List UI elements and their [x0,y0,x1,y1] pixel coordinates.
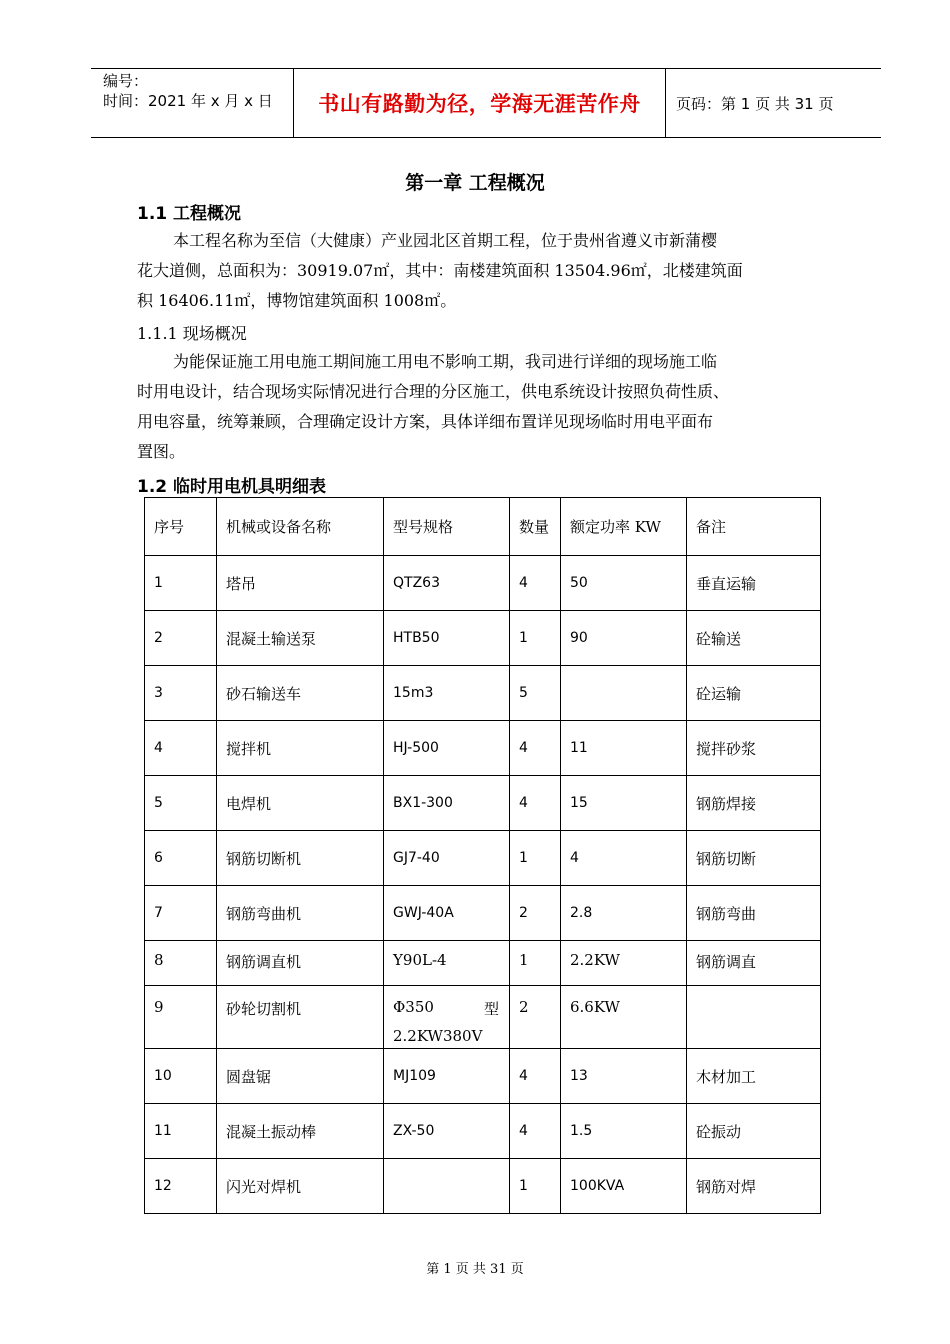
paragraph-line: 用电容量，统筹兼顾，合理确定设计方案，具体详细布置详见现场临时用电平面布 [137,412,714,431]
table-cell: MJ109 [384,1049,510,1104]
header-meta-cell [91,69,293,137]
section-1-1-1-paragraph [137,347,827,467]
table-cell: 4 [510,721,561,776]
table-cell: 9 [145,986,217,1049]
table-cell: 钢筋切断机 [217,831,384,886]
table-cell: 钢筋调直机 [217,941,384,986]
table-cell: 垂直运输 [687,556,821,611]
header-page-cell [666,69,881,137]
table-cell: 闪光对焊机 [217,1159,384,1214]
header-cell: 机械或设备名称 [217,498,384,556]
table-cell [687,986,821,1049]
table-cell: 4 [561,831,687,886]
header-cell: 序号 [145,498,217,556]
table-cell: 15 [561,776,687,831]
table-row [145,886,821,941]
table-cell: 6.6KW [561,986,687,1049]
table-cell: 10 [145,1049,217,1104]
table-row [145,776,821,831]
table-cell: 6 [145,831,217,886]
table-cell: 2.8 [561,886,687,941]
table-cell: 砂石输送车 [217,666,384,721]
table-cell: 1 [510,941,561,986]
header-cell: 备注 [687,498,821,556]
page-code: 页码：第 1 页 共 31 页 [676,94,834,113]
paragraph-line: 本工程名称为至信（大健康）产业园北区首期工程，位于贵州省遵义市新蒲樱 [173,231,718,250]
table-row [145,831,821,886]
table-cell: BX1-300 [384,776,510,831]
paragraph-line: 置图。 [137,442,186,461]
table-cell: 2 [510,886,561,941]
table-row [145,986,821,1049]
table-cell [384,986,510,1049]
header-cell: 额定功率 KW [561,498,687,556]
table-cell: 搅拌机 [217,721,384,776]
table-cell: 钢筋弯曲 [687,886,821,941]
header-cell: 数量 [510,498,561,556]
table-cell: 圆盘锯 [217,1049,384,1104]
table-cell: GJ7-40 [384,831,510,886]
table-cell: 13 [561,1049,687,1104]
table-cell: 4 [145,721,217,776]
page-header [91,68,881,138]
table-cell: 砼运输 [687,666,821,721]
time-label: 时间：2021 年 x 月 x 日 [103,92,273,110]
table-cell: GWJ-40A [384,886,510,941]
table-header-row [145,498,821,556]
table-cell: 8 [145,941,217,986]
paragraph-line: 时用电设计，结合现场实际情况进行合理的分区施工，供电系统设计按照负荷性质、 [137,382,730,401]
table-cell: 混凝土输送泵 [217,611,384,666]
table-cell: 1 [510,1159,561,1214]
table-cell: 钢筋调直 [687,941,821,986]
page-footer: 第 1 页 共 31 页 [426,1262,524,1277]
table-cell [384,1159,510,1214]
section-title-1-1: 1.1 工程概况 [137,204,242,224]
table-cell: QTZ63 [384,556,510,611]
table-cell: 90 [561,611,687,666]
table-cell: 11 [145,1104,217,1159]
paragraph-line: 积 16406.11㎡，博物馆建筑面积 1008㎡。 [137,291,457,310]
table-cell [561,666,687,721]
table-cell: 砼输送 [687,611,821,666]
model-spec-part: Φ350 [393,998,434,1016]
table-row [145,721,821,776]
table-cell: 钢筋切断 [687,831,821,886]
table-row [145,611,821,666]
table-cell: 5 [145,776,217,831]
section-1-1-paragraph [137,226,827,316]
table-row [145,666,821,721]
table-row [145,1049,821,1104]
model-spec-line1 [393,998,509,1019]
table-cell: 4 [510,556,561,611]
table-cell: 2 [145,611,217,666]
table-cell: HTB50 [384,611,510,666]
section-title-1-2: 1.2 临时用电机具明细表 [137,477,327,497]
table-cell: 砂轮切割机 [217,986,384,1049]
table-cell: 11 [561,721,687,776]
table-cell: 钢筋对焊 [687,1159,821,1214]
paragraph-line: 花大道侧，总面积为：30919.07㎡，其中：南楼建筑面积 13504.96㎡，北楼建筑面 [137,261,743,280]
table-cell: 1 [510,611,561,666]
table-cell: 15m3 [384,666,510,721]
table-cell: 1 [510,831,561,886]
table-cell: 7 [145,886,217,941]
table-cell: 混凝土振动棒 [217,1104,384,1159]
number-label: 编号： [103,72,149,90]
table-cell: 1.5 [561,1104,687,1159]
table-cell: 12 [145,1159,217,1214]
model-spec-part: 2.2KW380V [393,1027,483,1045]
table-cell: 砼振动 [687,1104,821,1159]
table-cell: 木材加工 [687,1049,821,1104]
header-cell: 型号规格 [384,498,510,556]
table-cell: 搅拌砂浆 [687,721,821,776]
table-cell: 4 [510,776,561,831]
table-cell: ZX-50 [384,1104,510,1159]
table-cell: 2.2KW [561,941,687,986]
section-title-1-1-1: 1.1.1 现场概况 [137,324,247,343]
table-cell: 电焊机 [217,776,384,831]
equipment-table [144,497,821,1214]
table-cell: 4 [510,1104,561,1159]
table-cell: HJ-500 [384,721,510,776]
table-cell: 钢筋焊接 [687,776,821,831]
table-cell: 3 [145,666,217,721]
table-cell: 5 [510,666,561,721]
model-spec-part: 型 [483,1000,499,1018]
motto-text: 书山有路勤为径，学海无涯苦作舟 [318,92,641,116]
table-cell: 1 [145,556,217,611]
table-row [145,941,821,986]
table-row [145,1104,821,1159]
table-cell: 2 [510,986,561,1049]
table-cell: 塔吊 [217,556,384,611]
table-row [145,1159,821,1214]
table-cell: 钢筋弯曲机 [217,886,384,941]
paragraph-line: 为能保证施工用电施工期间施工用电不影响工期，我司进行详细的现场施工临 [173,352,718,371]
table-row [145,556,821,611]
header-motto-cell [293,69,666,137]
table-cell: 50 [561,556,687,611]
chapter-title: 第一章 工程概况 [405,172,545,194]
table-cell: Y90L-4 [384,941,510,986]
table-cell: 100KVA [561,1159,687,1214]
table-cell: 4 [510,1049,561,1104]
